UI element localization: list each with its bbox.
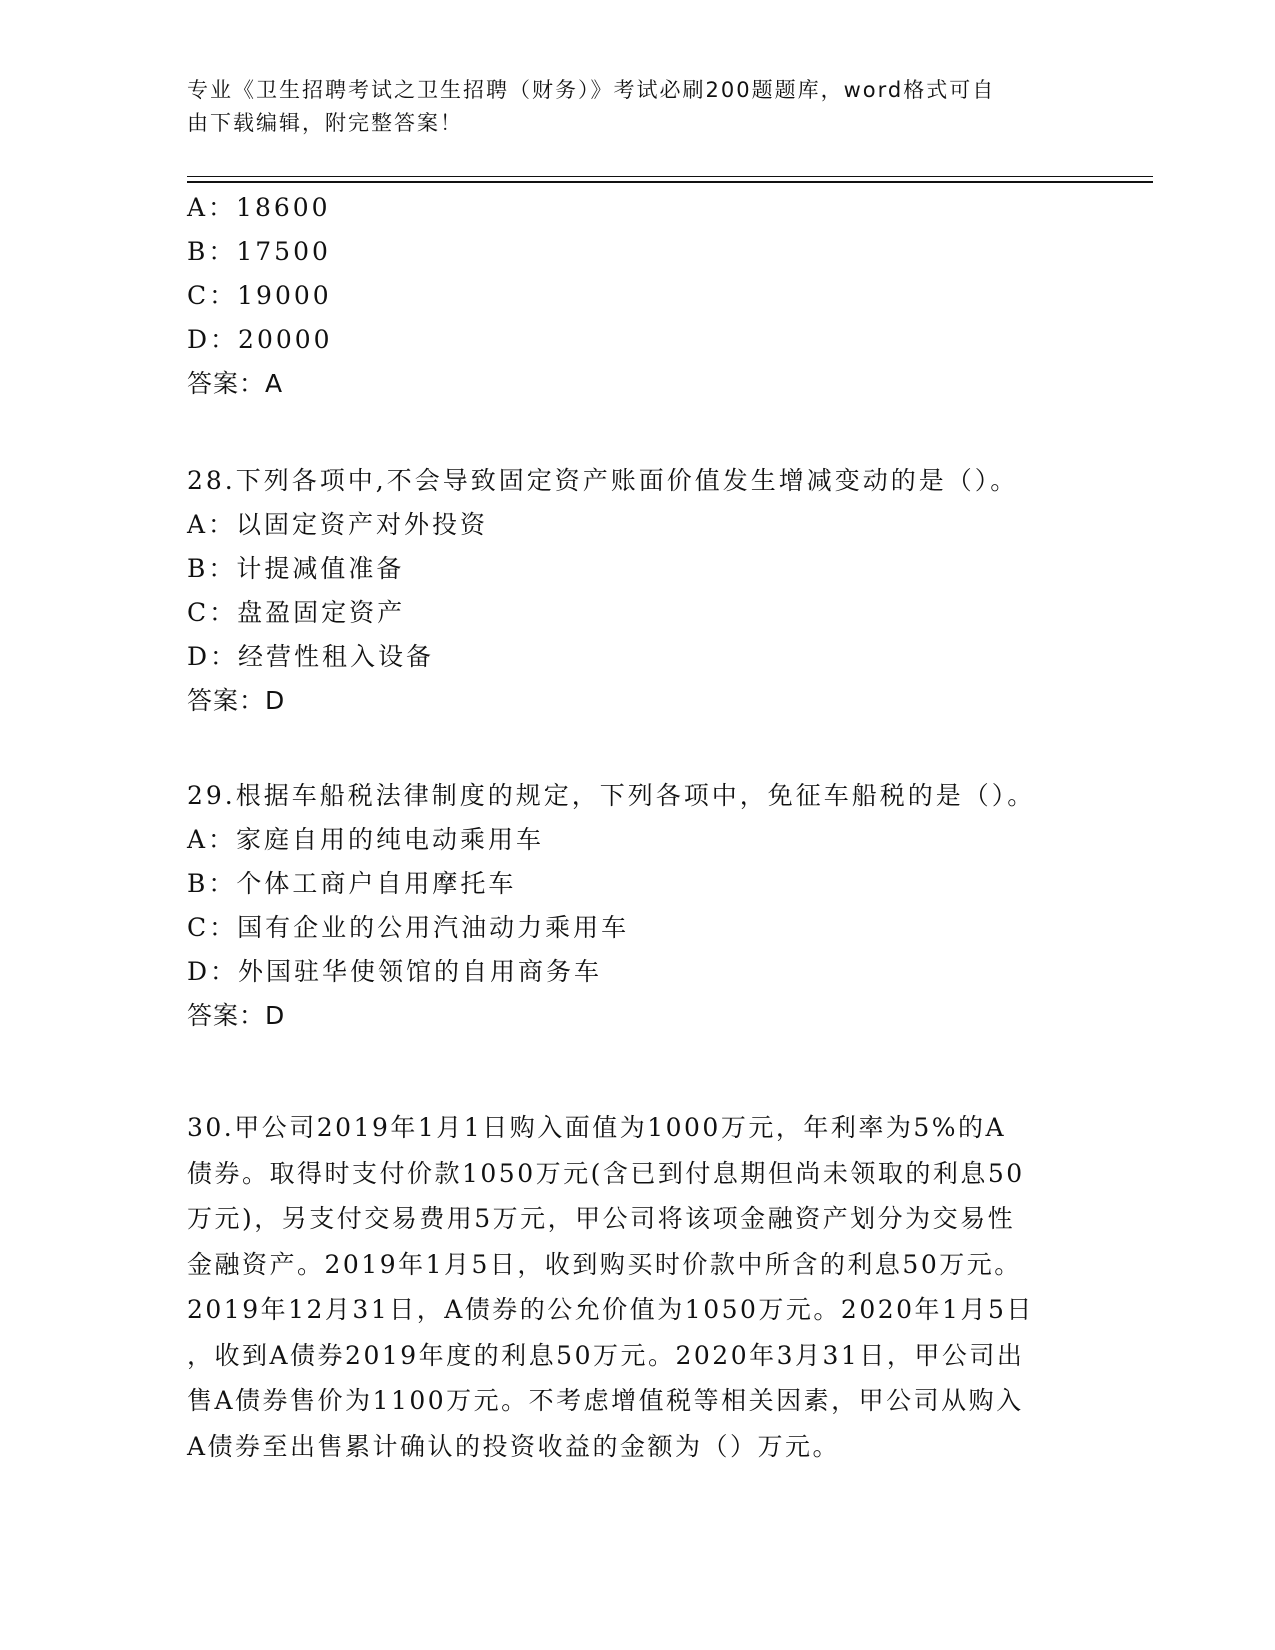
q27-option-b: B：17500 (187, 237, 331, 266)
header-line-1: 专业《卫生招聘考试之卫生招聘（财务）》考试必刷200题题库，word格式可自 (187, 78, 996, 102)
header-rule-thin (187, 176, 1153, 177)
q27-option-c: C：19000 (187, 281, 332, 310)
q29-answer: 答案：D (187, 1001, 286, 1030)
q30-line: 万元)，另支付交易费用5万元，甲公司将该项金融资产划分为交易性 (187, 1204, 1016, 1233)
q30-line: 2019年12月31日，A债券的公允价值为1050万元。2020年1月5日 (187, 1295, 1034, 1324)
q29-option-d: D：外国驻华使领馆的自用商务车 (187, 957, 603, 986)
q30-line: ，收到A债券2019年度的利息50万元。2020年3月31日，甲公司出 (187, 1340, 1025, 1370)
q28-answer: 答案：D (187, 686, 286, 715)
q28-option-a: A：以固定资产对外投资 (187, 510, 489, 539)
q30-line: 债券。取得时支付价款1050万元(含已到付息期但尚未领取的利息50 (187, 1158, 1025, 1188)
q29-question: 29.根据车船税法律制度的规定，下列各项中，免征车船税的是（）。 (187, 781, 1036, 810)
q30-question (187, 1105, 1082, 1469)
header-rule-thick (187, 181, 1153, 183)
q29-option-b: B：个体工商户自用摩托车 (187, 869, 517, 898)
q30-line: 30.甲公司2019年1月1日购入面值为1000万元，年利率为5%的A (187, 1113, 1007, 1142)
q28-question: 28.下列各项中,不会导致固定资产账面价值发生增减变动的是（）。 (187, 466, 1019, 495)
q27-option-d: D：20000 (187, 325, 333, 354)
q29-option-a: A：家庭自用的纯电动乘用车 (187, 825, 545, 854)
q29-option-c: C：国有企业的公用汽油动力乘用车 (187, 913, 630, 942)
document-header (187, 74, 1067, 140)
q30-line: 金融资产。2019年1月5日，收到购买时价款中所含的利息50万元。 (187, 1249, 1022, 1279)
q28-option-b: B：计提减值准备 (187, 554, 405, 583)
q28-option-d: D：经营性租入设备 (187, 642, 435, 671)
header-line-2: 由下载编辑，附完整答案！ (187, 111, 463, 135)
q30-line: 售A债券售价为1100万元。不考虑增值税等相关因素，甲公司从购入 (187, 1386, 1024, 1415)
q27-answer: 答案：A (187, 369, 284, 398)
q27-option-a: A：18600 (187, 193, 331, 222)
q28-option-c: C：盘盈固定资产 (187, 598, 406, 627)
q30-line: A债券至出售累计确认的投资收益的金额为（）万元。 (187, 1431, 841, 1461)
